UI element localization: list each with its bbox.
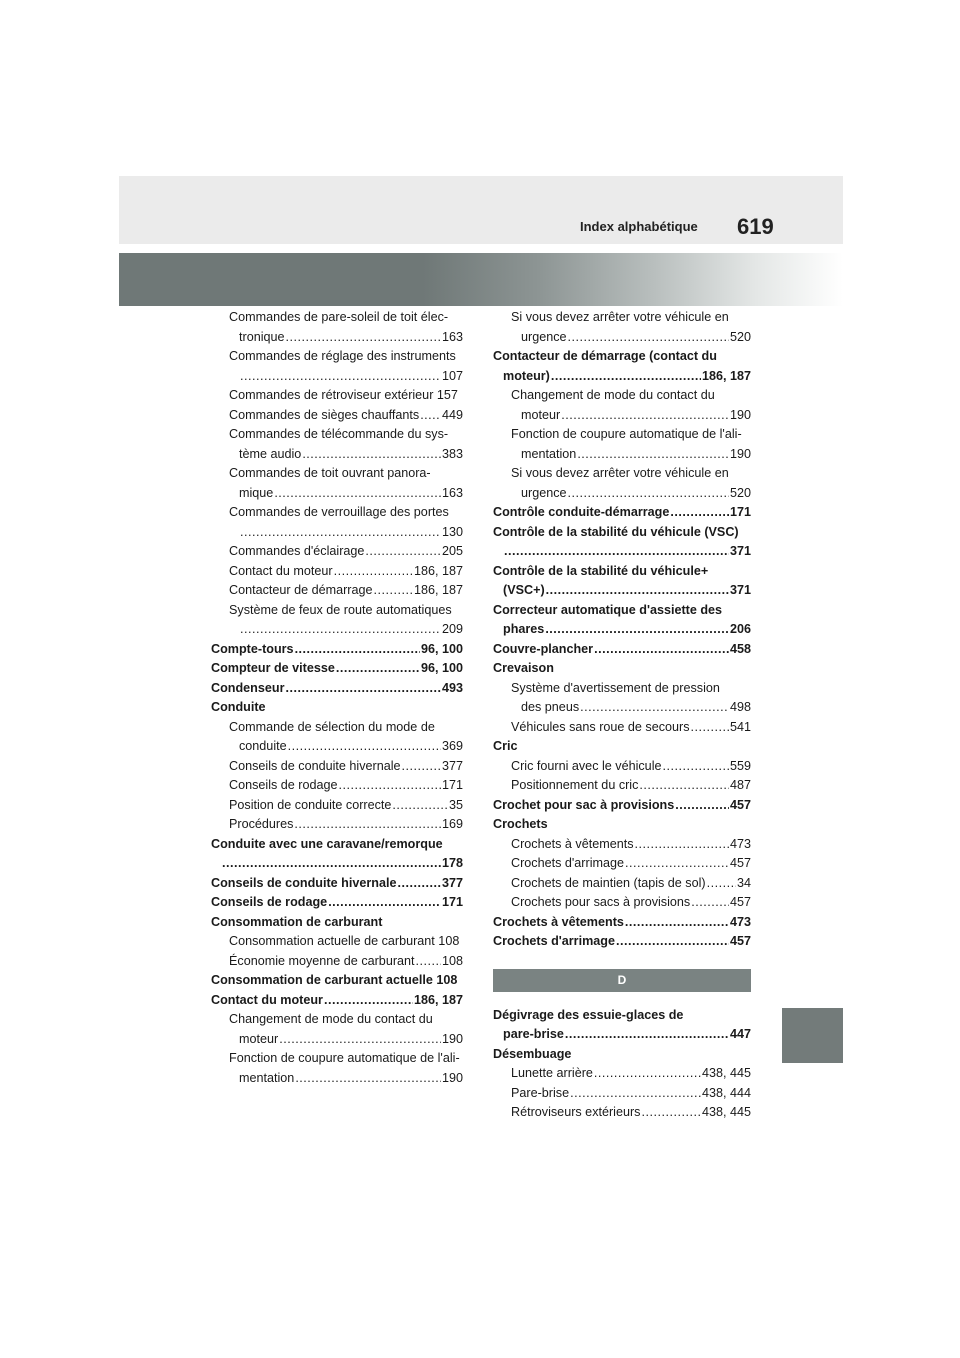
entry-label: Commandes de rétroviseur extérieur 157 xyxy=(229,388,458,402)
entry-page-ref: 190 xyxy=(729,446,751,461)
index-subentry xyxy=(493,893,751,913)
leader-dots xyxy=(691,718,729,738)
entry-label: Conseils de rodage xyxy=(211,895,328,909)
index-entry xyxy=(493,620,751,640)
leader-dots xyxy=(365,542,441,562)
entry-page-ref: 377 xyxy=(441,875,463,890)
index-letter-heading: D xyxy=(493,969,751,992)
entry-page-ref: 438, 445 xyxy=(701,1105,751,1119)
index-subentry xyxy=(211,406,463,426)
leader-dots xyxy=(670,503,729,523)
entry-page-ref: 178 xyxy=(441,856,463,870)
entry-label: Pare-brise xyxy=(511,1085,570,1100)
entry-label: Commandes de verrouillage des portes xyxy=(229,505,449,519)
index-entry xyxy=(493,601,751,621)
entry-label: Changement de mode du contact du xyxy=(511,388,715,402)
leader-dots xyxy=(295,640,420,660)
leader-dots xyxy=(302,445,441,465)
entry-label: Système d'avertissement de pression xyxy=(511,680,720,695)
leader-dots xyxy=(577,445,729,465)
index-subentry xyxy=(211,523,463,543)
index-entry xyxy=(493,913,751,933)
entry-page-ref: 520 xyxy=(729,329,751,344)
leader-dots xyxy=(392,796,448,816)
entry-page-ref: 520 xyxy=(729,485,751,500)
entry-label: moteur xyxy=(521,407,561,422)
entry-label: Contrôle de la stabilité du véhicule (VSC) xyxy=(493,524,739,539)
index-entry xyxy=(211,679,463,699)
entry-page-ref: 369 xyxy=(441,739,463,753)
index-subentry xyxy=(493,835,751,855)
entry-label: Procédures xyxy=(229,817,294,831)
index-subentry xyxy=(493,308,751,328)
entry-page-ref: 35 xyxy=(448,797,463,812)
entry-label: mique xyxy=(239,485,274,500)
leader-dots xyxy=(324,991,413,1011)
leader-dots xyxy=(339,776,441,796)
entry-page-ref: 186, 187 xyxy=(413,583,463,597)
entry-label: Position de conduite correcte xyxy=(229,797,392,812)
section-title: Index alphabétique xyxy=(580,219,698,234)
index-subentry xyxy=(211,815,463,835)
entry-page-ref: 457 xyxy=(729,934,751,948)
entry-page-ref: 498 xyxy=(729,700,751,714)
entry-page-ref: 96, 100 xyxy=(420,661,463,675)
index-subentry xyxy=(211,386,463,406)
leader-dots xyxy=(402,757,441,777)
index-entry xyxy=(211,640,463,660)
entry-label: Contact du moteur xyxy=(229,563,333,578)
index-subentry xyxy=(211,445,463,465)
leader-dots xyxy=(565,1025,729,1045)
leader-dots xyxy=(374,581,413,601)
entry-label: Conseils de conduite hivernale xyxy=(229,758,401,773)
index-subentry xyxy=(493,757,751,777)
leader-dots xyxy=(691,893,729,913)
entry-page-ref: 559 xyxy=(729,758,751,773)
index-entry xyxy=(493,640,751,660)
index-subentry xyxy=(211,776,463,796)
entry-page-ref: 190 xyxy=(441,1070,463,1085)
index-subentry xyxy=(493,874,751,894)
leader-dots xyxy=(546,581,729,601)
entry-label: Crochets d'arrimage xyxy=(493,934,615,948)
index-subentry xyxy=(493,776,751,796)
leader-dots xyxy=(222,854,441,874)
index-subentry xyxy=(211,464,463,484)
entry-label: Lunette arrière xyxy=(511,1066,593,1080)
index-entry xyxy=(493,367,751,387)
header-band xyxy=(119,176,843,244)
index-subentry xyxy=(211,562,463,582)
leader-dots xyxy=(568,328,729,348)
leader-dots xyxy=(328,893,441,913)
entry-page-ref: 457 xyxy=(729,797,751,812)
chapter-side-tab xyxy=(782,1008,843,1063)
entry-label: Contrôle conduite-démarrage xyxy=(493,505,670,519)
entry-label: Économie moyenne de carburant xyxy=(229,953,415,968)
index-subentry xyxy=(211,328,463,348)
leader-dots xyxy=(568,484,729,504)
index-subentry xyxy=(211,503,463,523)
entry-label: Contrôle de la stabilité du véhicule+ xyxy=(493,563,709,578)
entry-page-ref: 107 xyxy=(441,368,463,383)
entry-page-ref: 377 xyxy=(441,758,463,773)
leader-dots xyxy=(240,367,441,387)
entry-label: Crevaison xyxy=(493,661,554,675)
index-subentry xyxy=(211,1049,463,1069)
entry-page-ref: 449 xyxy=(441,407,463,422)
index-column-left xyxy=(211,308,463,1088)
entry-label: Cric fourni avec le véhicule xyxy=(511,758,662,773)
index-subentry xyxy=(211,932,463,952)
index-subentry xyxy=(211,347,463,367)
entry-label: Compte-tours xyxy=(211,641,294,656)
entry-label: moteur) xyxy=(503,368,550,383)
index-subentry xyxy=(493,854,751,874)
entry-label: Couvre-plancher xyxy=(493,641,594,656)
entry-label: Véhicules sans roue de secours xyxy=(511,719,690,734)
entry-label: urgence xyxy=(521,485,567,500)
entry-label: Consommation de carburant actuelle 108 xyxy=(211,973,458,987)
entry-page-ref: 457 xyxy=(729,856,751,870)
leader-dots xyxy=(616,932,729,952)
index-subentry xyxy=(493,464,751,484)
leader-dots xyxy=(570,1084,701,1104)
index-subentry xyxy=(493,718,751,738)
entry-page-ref: 473 xyxy=(729,836,751,851)
index-entry xyxy=(211,659,463,679)
index-entry xyxy=(493,932,751,952)
index-subentry xyxy=(211,367,463,387)
entry-label: conduite xyxy=(239,739,287,753)
entry-page-ref: 493 xyxy=(441,680,463,695)
entry-page-ref: 541 xyxy=(729,719,751,734)
index-subentry xyxy=(493,386,751,406)
index-entry xyxy=(493,347,751,367)
entry-page-ref: 190 xyxy=(729,407,751,422)
entry-label: mentation xyxy=(521,446,577,461)
entry-page-ref: 458 xyxy=(729,641,751,656)
entry-page-ref: 186, 187 xyxy=(701,368,751,383)
entry-label: Commandes de pare-soleil de toit élec- xyxy=(229,310,449,324)
entry-label: Conduite avec une caravane/remorque xyxy=(211,836,443,851)
leader-dots xyxy=(274,484,441,504)
entry-label: mentation xyxy=(239,1070,295,1085)
leader-dots xyxy=(551,367,701,387)
index-subentry xyxy=(493,698,751,718)
entry-page-ref: 205 xyxy=(441,544,463,558)
leader-dots xyxy=(639,776,729,796)
index-subentry xyxy=(211,718,463,738)
entry-label: Conseils de rodage xyxy=(229,778,338,792)
index-subentry xyxy=(211,425,463,445)
entry-label: Condenseur xyxy=(211,680,285,695)
leader-dots xyxy=(625,913,729,933)
index-subentry xyxy=(211,1030,463,1050)
entry-label: Commandes de toit ouvrant panora- xyxy=(229,466,431,480)
entry-page-ref: 209 xyxy=(441,622,463,636)
index-entry xyxy=(493,737,751,757)
entry-page-ref: 169 xyxy=(441,817,463,831)
index-entry xyxy=(493,1006,751,1026)
index-subentry xyxy=(211,308,463,328)
entry-label: Correcteur automatique d'assiette des xyxy=(493,602,723,617)
index-entry xyxy=(493,1025,751,1045)
leader-dots xyxy=(416,952,441,972)
entry-label: Commande de sélection du mode de xyxy=(229,719,435,734)
entry-label: Commandes de sièges chauffants xyxy=(229,407,420,422)
index-subentry xyxy=(493,406,751,426)
entry-label: moteur xyxy=(239,1031,279,1046)
entry-label: Cric xyxy=(493,739,518,753)
entry-label: Si vous devez arrêter votre véhicule en xyxy=(511,310,729,324)
entry-label: urgence xyxy=(521,329,567,344)
entry-label: (VSC+) xyxy=(503,583,545,597)
index-entry xyxy=(493,1045,751,1065)
leader-dots xyxy=(286,328,441,348)
leader-dots xyxy=(285,679,441,699)
entry-page-ref: 171 xyxy=(729,505,751,519)
entry-page-ref: 457 xyxy=(729,895,751,909)
index-subentry xyxy=(211,542,463,562)
index-subentry xyxy=(211,484,463,504)
entry-label: tème audio xyxy=(239,446,302,461)
entry-label: Fonction de coupure automatique de l'ali- xyxy=(229,1051,460,1065)
leader-dots xyxy=(504,542,729,562)
leader-dots xyxy=(279,1030,441,1050)
index-subentry xyxy=(211,952,463,972)
entry-label: Contacteur de démarrage (contact du xyxy=(493,349,717,363)
index-subentry xyxy=(493,1103,751,1123)
entry-label: Crochets pour sacs à provisions xyxy=(511,895,691,909)
entry-label: Commandes de télécommande du sys- xyxy=(229,427,449,441)
leader-dots xyxy=(594,640,729,660)
index-entry xyxy=(493,581,751,601)
entry-label: Fonction de coupure automatique de l'ali- xyxy=(511,427,742,441)
entry-label: phares xyxy=(503,622,545,636)
index-entry xyxy=(211,698,463,718)
entry-page-ref: 473 xyxy=(729,914,751,929)
decorative-gradient-band xyxy=(119,253,843,306)
index-subentry xyxy=(493,679,751,699)
index-entry xyxy=(493,562,751,582)
entry-label: Crochets d'arrimage xyxy=(511,856,624,870)
leader-dots xyxy=(334,562,413,582)
index-entry xyxy=(211,913,463,933)
entry-page-ref: 171 xyxy=(441,895,463,909)
leader-dots xyxy=(295,1069,441,1089)
entry-label: Contact du moteur xyxy=(211,992,323,1007)
entry-page-ref: 371 xyxy=(729,583,751,597)
index-subentry xyxy=(211,737,463,757)
leader-dots xyxy=(240,620,441,640)
index-column-right xyxy=(493,308,751,1123)
entry-label: des pneus xyxy=(521,700,580,714)
index-entry xyxy=(211,971,463,991)
index-subentry xyxy=(493,425,751,445)
entry-label: Commandes d'éclairage xyxy=(229,544,365,558)
leader-dots xyxy=(397,874,441,894)
entry-page-ref: 96, 100 xyxy=(420,641,463,656)
entry-label: Consommation actuelle de carburant 108 xyxy=(229,934,460,948)
entry-page-ref: 34 xyxy=(736,875,751,890)
leader-dots xyxy=(580,698,729,718)
index-subentry xyxy=(211,601,463,621)
entry-label: Commandes de réglage des instruments xyxy=(229,349,456,363)
entry-page-ref: 190 xyxy=(441,1031,463,1046)
index-subentry xyxy=(493,328,751,348)
entry-label: Conduite xyxy=(211,700,266,714)
index-subentry xyxy=(211,757,463,777)
leader-dots xyxy=(663,757,729,777)
entry-page-ref: 383 xyxy=(441,446,463,461)
entry-page-ref: 163 xyxy=(441,329,463,344)
index-subentry xyxy=(211,581,463,601)
page-number: 619 xyxy=(737,214,774,239)
entry-label: pare-brise xyxy=(503,1027,564,1041)
entry-label: Changement de mode du contact du xyxy=(229,1012,433,1026)
entry-page-ref: 186, 187 xyxy=(413,563,463,578)
index-subentry xyxy=(211,620,463,640)
leader-dots xyxy=(675,796,729,816)
entry-page-ref: 171 xyxy=(441,778,463,792)
entry-page-ref: 108 xyxy=(441,953,463,968)
entry-label: Crochets à vêtements xyxy=(511,836,634,851)
index-subentry xyxy=(493,484,751,504)
entry-page-ref: 186, 187 xyxy=(413,992,463,1007)
index-entry xyxy=(211,991,463,1011)
entry-page-ref: 487 xyxy=(729,778,751,792)
index-entry xyxy=(493,815,751,835)
leader-dots xyxy=(561,406,729,426)
leader-dots xyxy=(240,523,441,543)
entry-label: Système de feux de route automatiques xyxy=(229,602,452,617)
entry-page-ref: 438, 444 xyxy=(701,1085,751,1100)
leader-dots xyxy=(707,874,736,894)
entry-page-ref: 163 xyxy=(441,485,463,500)
entry-label: Crochets xyxy=(493,817,548,831)
entry-label: Conseils de conduite hivernale xyxy=(211,875,397,890)
leader-dots xyxy=(420,406,441,426)
leader-dots xyxy=(625,854,729,874)
entry-label: Compteur de vitesse xyxy=(211,661,335,675)
index-entry xyxy=(211,854,463,874)
entry-label: Contacteur de démarrage xyxy=(229,583,373,597)
entry-label: Dégivrage des essuie-glaces de xyxy=(493,1007,684,1022)
leader-dots xyxy=(594,1064,701,1084)
index-subentry xyxy=(211,1010,463,1030)
entry-label: Rétroviseurs extérieurs xyxy=(511,1105,641,1119)
index-entry xyxy=(493,523,751,543)
index-entry xyxy=(211,874,463,894)
index-subentry xyxy=(211,1069,463,1089)
entry-page-ref: 438, 445 xyxy=(701,1066,751,1080)
entry-label: tronique xyxy=(239,329,285,344)
leader-dots xyxy=(641,1103,700,1123)
index-subentry xyxy=(211,796,463,816)
leader-dots xyxy=(545,620,729,640)
entry-label: Consommation de carburant xyxy=(211,914,383,929)
entry-label: Crochets de maintien (tapis de sol) xyxy=(511,875,706,890)
leader-dots xyxy=(336,659,420,679)
entry-label: Désembuage xyxy=(493,1046,572,1061)
index-entry xyxy=(493,659,751,679)
entry-page-ref: 130 xyxy=(441,524,463,539)
entry-label: Crochet pour sac à provisions xyxy=(493,797,675,812)
index-entry xyxy=(493,503,751,523)
index-subentry xyxy=(493,1064,751,1084)
leader-dots xyxy=(294,815,441,835)
index-entry xyxy=(493,542,751,562)
entry-page-ref: 371 xyxy=(729,544,751,558)
leader-dots xyxy=(288,737,441,757)
index-subentry xyxy=(493,1084,751,1104)
index-entry xyxy=(493,796,751,816)
entry-label: Crochets à vêtements xyxy=(493,914,624,929)
entry-page-ref: 206 xyxy=(729,622,751,636)
entry-page-ref: 447 xyxy=(729,1027,751,1041)
entry-label: Si vous devez arrêter votre véhicule en xyxy=(511,466,729,480)
index-entry xyxy=(211,835,463,855)
entry-label: Positionnement du cric xyxy=(511,778,639,792)
index-entry xyxy=(211,893,463,913)
index-subentry xyxy=(493,445,751,465)
leader-dots xyxy=(635,835,729,855)
